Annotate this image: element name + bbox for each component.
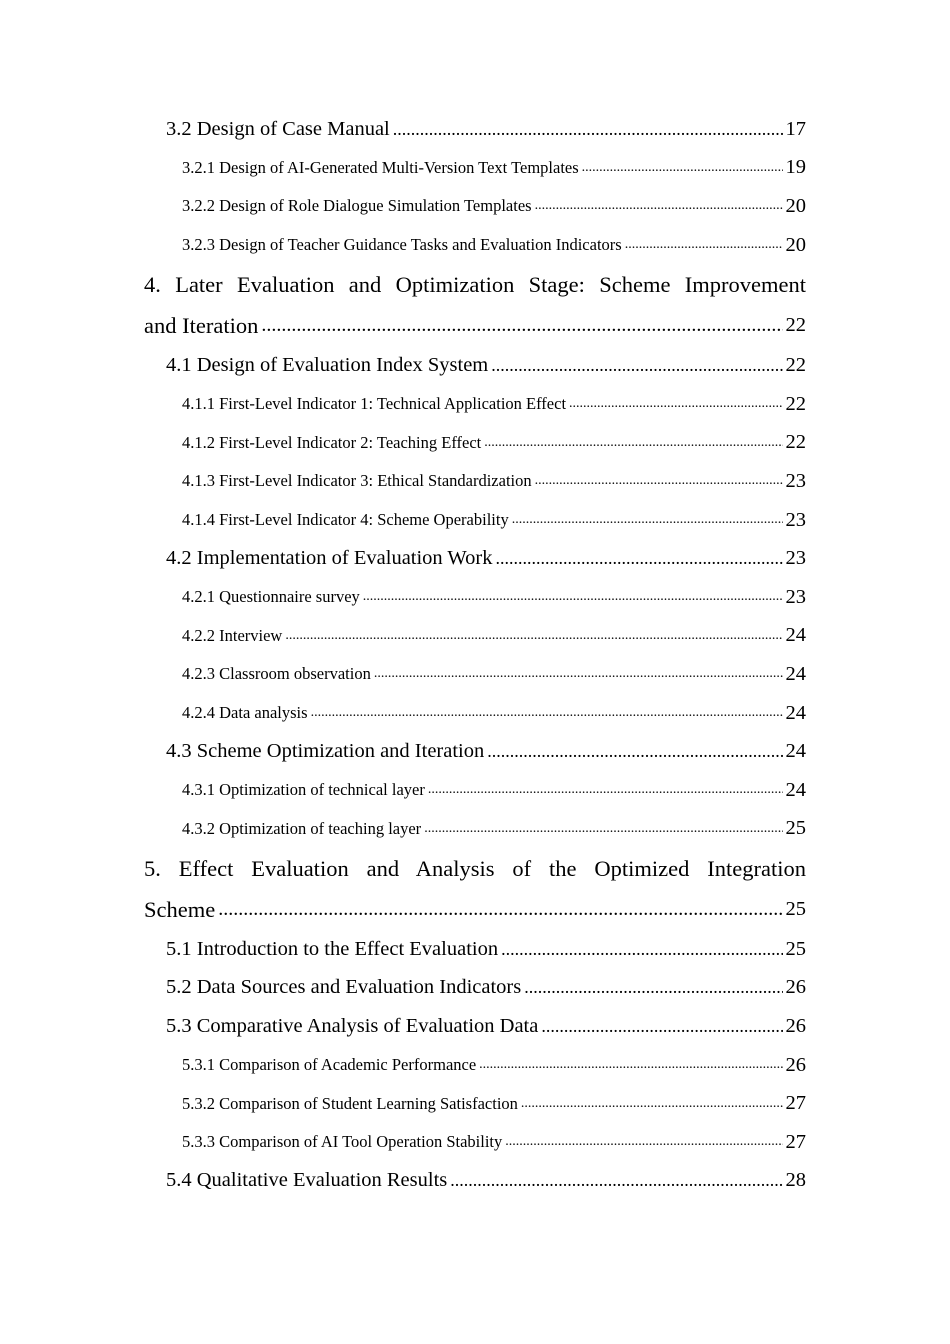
- dot-leader: [495, 548, 782, 569]
- toc-page-number: 22: [785, 354, 806, 377]
- dot-leader: [450, 1170, 782, 1191]
- dot-leader: [524, 977, 782, 998]
- dot-leader: [484, 435, 782, 451]
- toc-entry-5-2[interactable]: [144, 969, 806, 1008]
- dot-leader: [505, 1134, 782, 1150]
- dot-leader: [491, 355, 782, 376]
- dot-leader: [261, 314, 782, 337]
- toc-entry-3-2-1[interactable]: [144, 149, 806, 188]
- toc-entry-5-3-2[interactable]: [144, 1084, 806, 1123]
- dot-leader: [625, 237, 783, 253]
- toc-entry-title: 4.2.1 Questionnaire survey: [182, 587, 360, 607]
- toc-page-number: 22: [785, 314, 806, 337]
- toc-page-number: 22: [785, 431, 806, 454]
- dot-leader: [487, 741, 782, 762]
- toc-entry-5-3[interactable]: [144, 1007, 806, 1046]
- toc-entry-4-2-2[interactable]: [144, 617, 806, 656]
- toc-entry-title: 3.2.2 Design of Role Dialogue Simulation Templates: [182, 196, 532, 216]
- dot-leader: [569, 396, 782, 412]
- toc-entry-4-2-3[interactable]: [144, 655, 806, 694]
- dot-leader: [521, 1096, 783, 1112]
- toc-entry-title: 3.2.1 Design of AI-Generated Multi-Version Text Templates: [182, 157, 579, 177]
- dot-leader: [535, 198, 783, 214]
- toc-page-number: 20: [785, 233, 806, 256]
- toc-page-number: 24: [785, 740, 806, 763]
- toc-entry-title: 5.3 Comparative Analysis of Evaluation Data: [166, 1015, 539, 1038]
- toc-entry-title-line1: 4. Later Evaluation and Optimization Stage: Scheme Improvement: [144, 272, 806, 298]
- toc-page-number: 24: [785, 624, 806, 647]
- dot-leader: [424, 821, 782, 837]
- toc-entry-4-2[interactable]: [144, 539, 806, 578]
- toc-entry-title: 4.2.2 Interview: [182, 625, 283, 645]
- toc-entry-title: 5.4 Qualitative Evaluation Results: [166, 1169, 448, 1192]
- toc-entry-title: 4.1.1 First-Level Indicator 1: Technical Application Effect: [182, 394, 567, 414]
- dot-leader: [285, 628, 782, 644]
- toc-page-number: 25: [785, 937, 806, 960]
- toc-entry-4-1-4[interactable]: [144, 501, 806, 540]
- toc-page-number: 20: [785, 194, 806, 217]
- dot-leader: [541, 1016, 782, 1037]
- toc-page-number: 24: [785, 662, 806, 685]
- toc-page-number: 24: [785, 778, 806, 801]
- dot-leader: [501, 939, 782, 960]
- toc-page-number: 27: [785, 1092, 806, 1115]
- toc-entry-4-1-1[interactable]: [144, 385, 806, 424]
- toc-page-number: 23: [785, 585, 806, 608]
- toc-entry-title: 4.3.2 Optimization of teaching layer: [182, 818, 422, 838]
- toc-entry-title: 3.2.3 Design of Teacher Guidance Tasks and Evaluation Indicators: [182, 235, 622, 255]
- toc-entry-title-line2: Scheme: [144, 896, 216, 922]
- toc-entry-4-1-2[interactable]: [144, 424, 806, 463]
- dot-leader: [393, 119, 783, 140]
- toc-page-number: 22: [785, 392, 806, 415]
- toc-entry-4-1-3[interactable]: [144, 462, 806, 501]
- toc-entry-title: 4.2.4 Data analysis: [182, 703, 308, 723]
- toc-entry-4-3[interactable]: [144, 732, 806, 771]
- toc-entry-4-2-1[interactable]: [144, 578, 806, 617]
- dot-leader: [311, 705, 783, 721]
- dot-leader: [428, 782, 783, 798]
- toc-entry-title-line1: 5. Effect Evaluation and Analysis of the Optimized Integration: [144, 856, 806, 882]
- toc-entry-title: 5.3.3 Comparison of AI Tool Operation Stability: [182, 1132, 503, 1152]
- toc-page-number: 26: [785, 1015, 806, 1038]
- toc-entry-3-2-3[interactable]: [144, 226, 806, 265]
- toc-page-number: 19: [785, 156, 806, 179]
- toc-entry-title: 5.1 Introduction to the Effect Evaluation: [166, 937, 499, 960]
- toc-entry-5[interactable]: [144, 848, 806, 930]
- toc-entry-title: 4.1.3 First-Level Indicator 3: Ethical Standardization: [182, 471, 532, 491]
- dot-leader: [479, 1057, 782, 1073]
- toc-entry-title: 5.3.2 Comparison of Student Learning Satisfaction: [182, 1093, 518, 1113]
- toc-page-number: 23: [785, 469, 806, 492]
- toc-entry-title: 4.2.3 Classroom observation: [182, 664, 371, 684]
- toc-page-number: 25: [785, 817, 806, 840]
- toc-entry-title: 3.2 Design of Case Manual: [166, 117, 390, 140]
- dot-leader: [363, 589, 783, 605]
- toc-entry-5-1[interactable]: [144, 930, 806, 969]
- toc-page-number: 23: [785, 508, 806, 531]
- table-of-contents: [144, 110, 806, 1200]
- toc-page-number: 25: [785, 898, 806, 921]
- toc-entry-4-3-1[interactable]: [144, 771, 806, 810]
- toc-page-number: 27: [785, 1130, 806, 1153]
- toc-page-number: 24: [785, 701, 806, 724]
- toc-entry-5-3-3[interactable]: [144, 1123, 806, 1162]
- toc-page-number: 17: [785, 117, 806, 140]
- dot-leader: [512, 512, 783, 528]
- dot-leader: [582, 160, 783, 176]
- toc-entry-3-2-2[interactable]: [144, 187, 806, 226]
- toc-entry-5-3-1[interactable]: [144, 1046, 806, 1085]
- toc-entry-title: 5.2 Data Sources and Evaluation Indicators: [166, 976, 522, 999]
- toc-page-number: 23: [785, 547, 806, 570]
- toc-entry-title: 4.2 Implementation of Evaluation Work: [166, 547, 493, 570]
- toc-entry-4-2-4[interactable]: [144, 694, 806, 733]
- toc-entry-title: 5.3.1 Comparison of Academic Performance: [182, 1055, 477, 1075]
- toc-entry-title: 4.1.4 First-Level Indicator 4: Scheme Operability: [182, 510, 509, 530]
- toc-page-number: 26: [785, 976, 806, 999]
- dot-leader: [374, 666, 783, 682]
- toc-entry-title: 4.1 Design of Evaluation Index System: [166, 354, 489, 377]
- toc-entry-title: 4.3 Scheme Optimization and Iteration: [166, 740, 485, 763]
- toc-entry-title-line2: and Iteration: [144, 312, 259, 338]
- toc-page-number: 26: [785, 1053, 806, 1076]
- toc-entry-4-1[interactable]: [144, 346, 806, 385]
- dot-leader: [218, 898, 782, 921]
- toc-entry-4-3-2[interactable]: [144, 810, 806, 849]
- toc-entry-4[interactable]: [144, 264, 806, 346]
- toc-page-number: 28: [785, 1169, 806, 1192]
- toc-entry-3-2[interactable]: [144, 110, 806, 149]
- toc-entry-5-4[interactable]: [144, 1162, 806, 1201]
- toc-entry-title: 4.1.2 First-Level Indicator 2: Teaching Effect: [182, 432, 482, 452]
- dot-leader: [535, 473, 783, 489]
- toc-entry-title: 4.3.1 Optimization of technical layer: [182, 780, 425, 800]
